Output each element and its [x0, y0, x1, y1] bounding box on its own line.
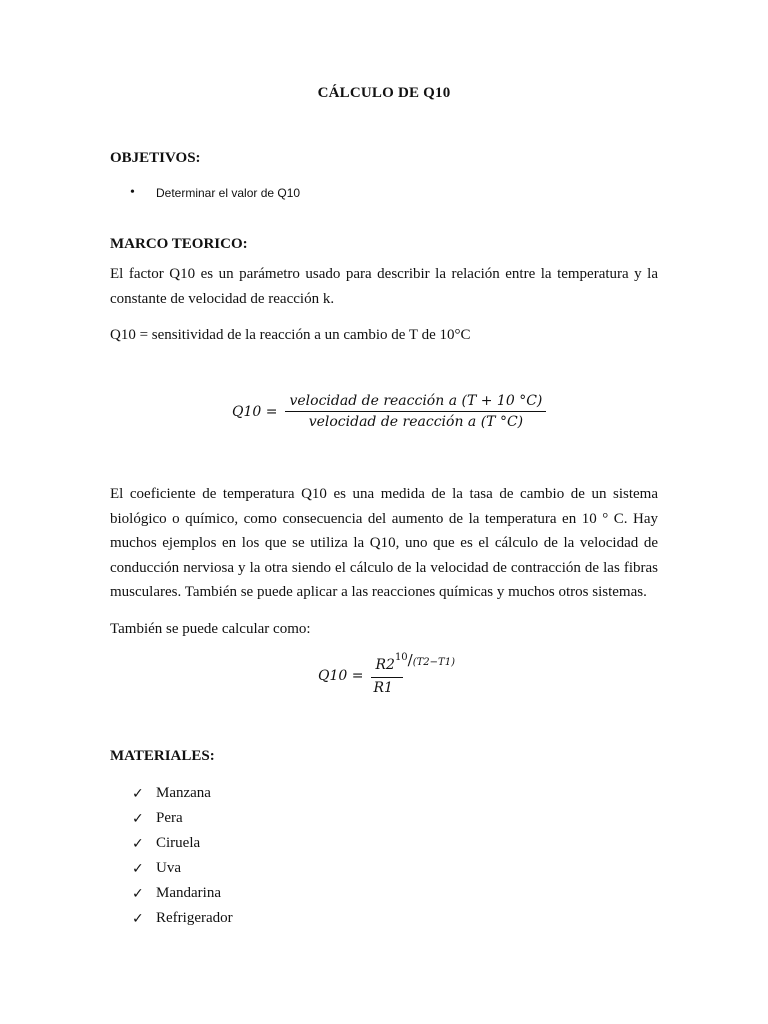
also-calc-text: También se puede calcular como:: [110, 621, 311, 637]
paragraph-line: El factor Q10 es un parámetro usado para describir la relación entre la temperatura y la: [110, 266, 658, 282]
checkmark-icon: ✓: [132, 785, 144, 802]
list-item-label: Refrigerador: [156, 910, 233, 926]
checkmark-icon: ✓: [132, 910, 144, 927]
paragraph-line: El coeficiente de temperatura Q10 es una medida de la tasa de cambio de un sistema: [110, 486, 658, 502]
paragraph-line: biológico o químico, como consecuencia del aumento de la temperatura en 10 ° C. Hay: [110, 510, 658, 527]
equation-numerator: velocidad de reacción a (T + 10 °C): [285, 393, 546, 412]
materiales-list: [132, 781, 233, 931]
list-item: [132, 906, 233, 931]
checkmark-icon: ✓: [132, 885, 144, 902]
list-item-label: Uva: [156, 860, 181, 876]
list-item: [132, 781, 233, 806]
paragraph-line: musculares. También se puede aplicar a las reacciones químicas y muchos otros sistemas.: [110, 584, 647, 601]
equation-numerator: [371, 651, 459, 677]
list-item-label: Pera: [156, 810, 183, 826]
objetivos-bullet-text: Determinar el valor de Q10: [156, 186, 301, 200]
list-item-label: Mandarina: [156, 885, 221, 901]
equation-fraction: [285, 393, 546, 430]
equation-r2: R2: [375, 657, 395, 673]
equation-fraction: [371, 651, 459, 696]
equation-q10-rates: [318, 651, 459, 696]
checkmark-icon: ✓: [132, 860, 144, 877]
checkmark-icon: ✓: [132, 810, 144, 827]
equation-q10-ratio: [232, 393, 546, 430]
paragraph-line: constante de velocidad de reacción k.: [110, 290, 335, 307]
marco-paragraph-2: [110, 482, 658, 605]
equation-denominator: velocidad de reacción a (T °C): [308, 414, 524, 430]
list-item: [132, 881, 233, 906]
q10-definition: Q10 = sensitividad de la reacción a un cambio de T de 10°C: [110, 327, 471, 343]
marco-paragraph-1: [110, 262, 658, 311]
document-title: CÁLCULO DE Q10: [317, 85, 451, 101]
list-item-label: Ciruela: [156, 835, 201, 851]
bullet-icon: •: [130, 185, 135, 200]
equation-lhs: Q10 =: [232, 403, 278, 420]
objetivos-bullet: [130, 185, 300, 201]
objetivos-heading: OBJETIVOS:: [110, 150, 201, 166]
list-item-label: Manzana: [156, 785, 211, 801]
materiales-heading: MATERIALES:: [110, 748, 215, 764]
equation-exponent-denominator: (T2−T1): [412, 657, 455, 668]
paragraph-line: conducción nerviosa y la otra siendo el cálculo de la velocidad de contracción de las fibras: [110, 559, 658, 576]
equation-lhs: Q10 =: [318, 667, 364, 684]
list-item: [132, 856, 233, 881]
marco-teorico-heading: MARCO TEORICO:: [110, 236, 248, 252]
equation-exponent-numerator: 10: [394, 652, 408, 663]
paragraph-line: muchos ejemplos en los que se utiliza la Q10, uno que es el cálculo de la velocidad de: [110, 535, 658, 552]
equation-denominator: R1: [371, 677, 403, 696]
equation-slash: /: [407, 651, 413, 669]
list-item: [132, 831, 233, 856]
checkmark-icon: ✓: [132, 835, 144, 852]
list-item: [132, 806, 233, 831]
